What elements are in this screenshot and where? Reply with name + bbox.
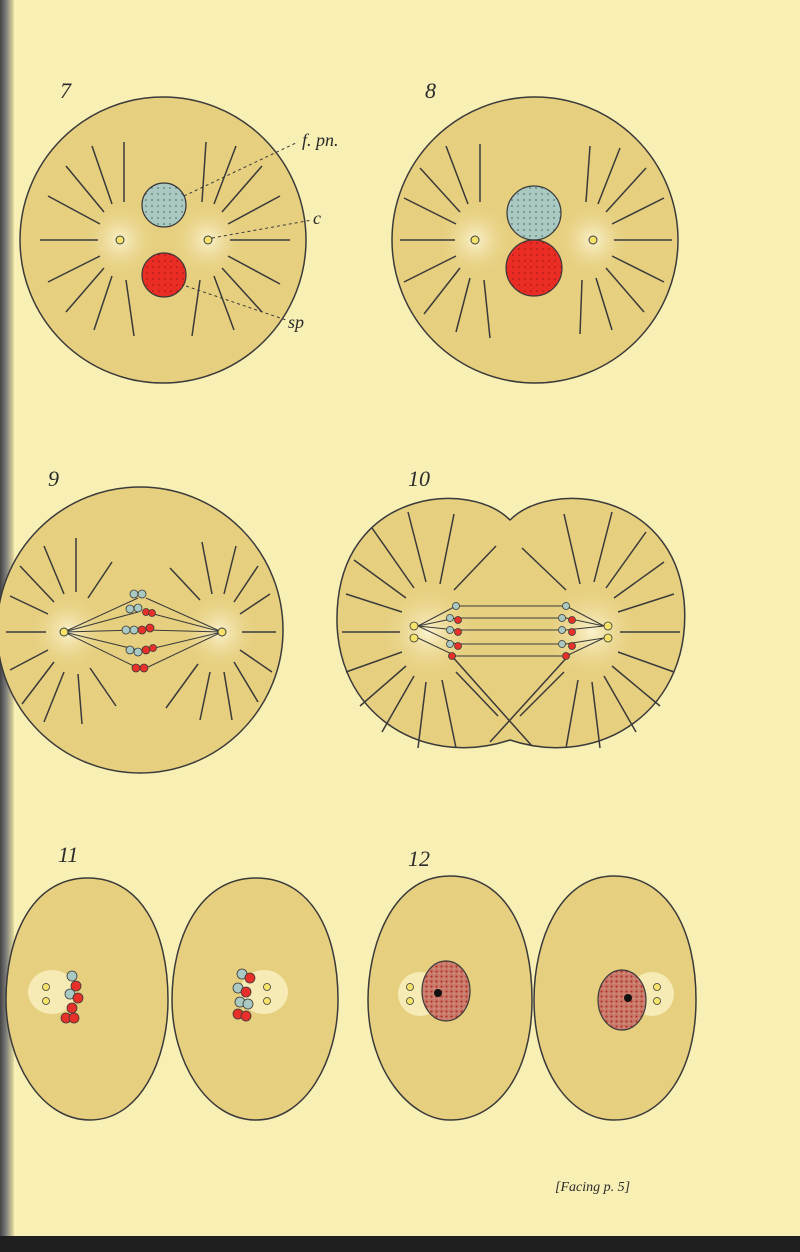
facing-page-caption: [Facing p. 5] [555,1180,631,1195]
figure-number-11: 11 [58,842,79,867]
label-sp: sp [288,312,305,332]
figure-number-9: 9 [48,466,59,491]
figure-number-8: 8 [425,78,436,103]
label-f-pn: f. pn. [302,130,339,150]
figure-10 [337,499,685,748]
figure-7 [20,97,312,383]
figure-8 [392,97,678,383]
figure-9 [0,487,283,773]
figure-number-7: 7 [60,78,71,103]
label-c: c [313,208,321,228]
figure-number-10: 10 [408,466,430,491]
page-bottom-edge [0,1236,800,1252]
figure-12 [368,876,696,1120]
figure-number-12: 12 [408,846,430,871]
figure-11 [6,878,338,1120]
